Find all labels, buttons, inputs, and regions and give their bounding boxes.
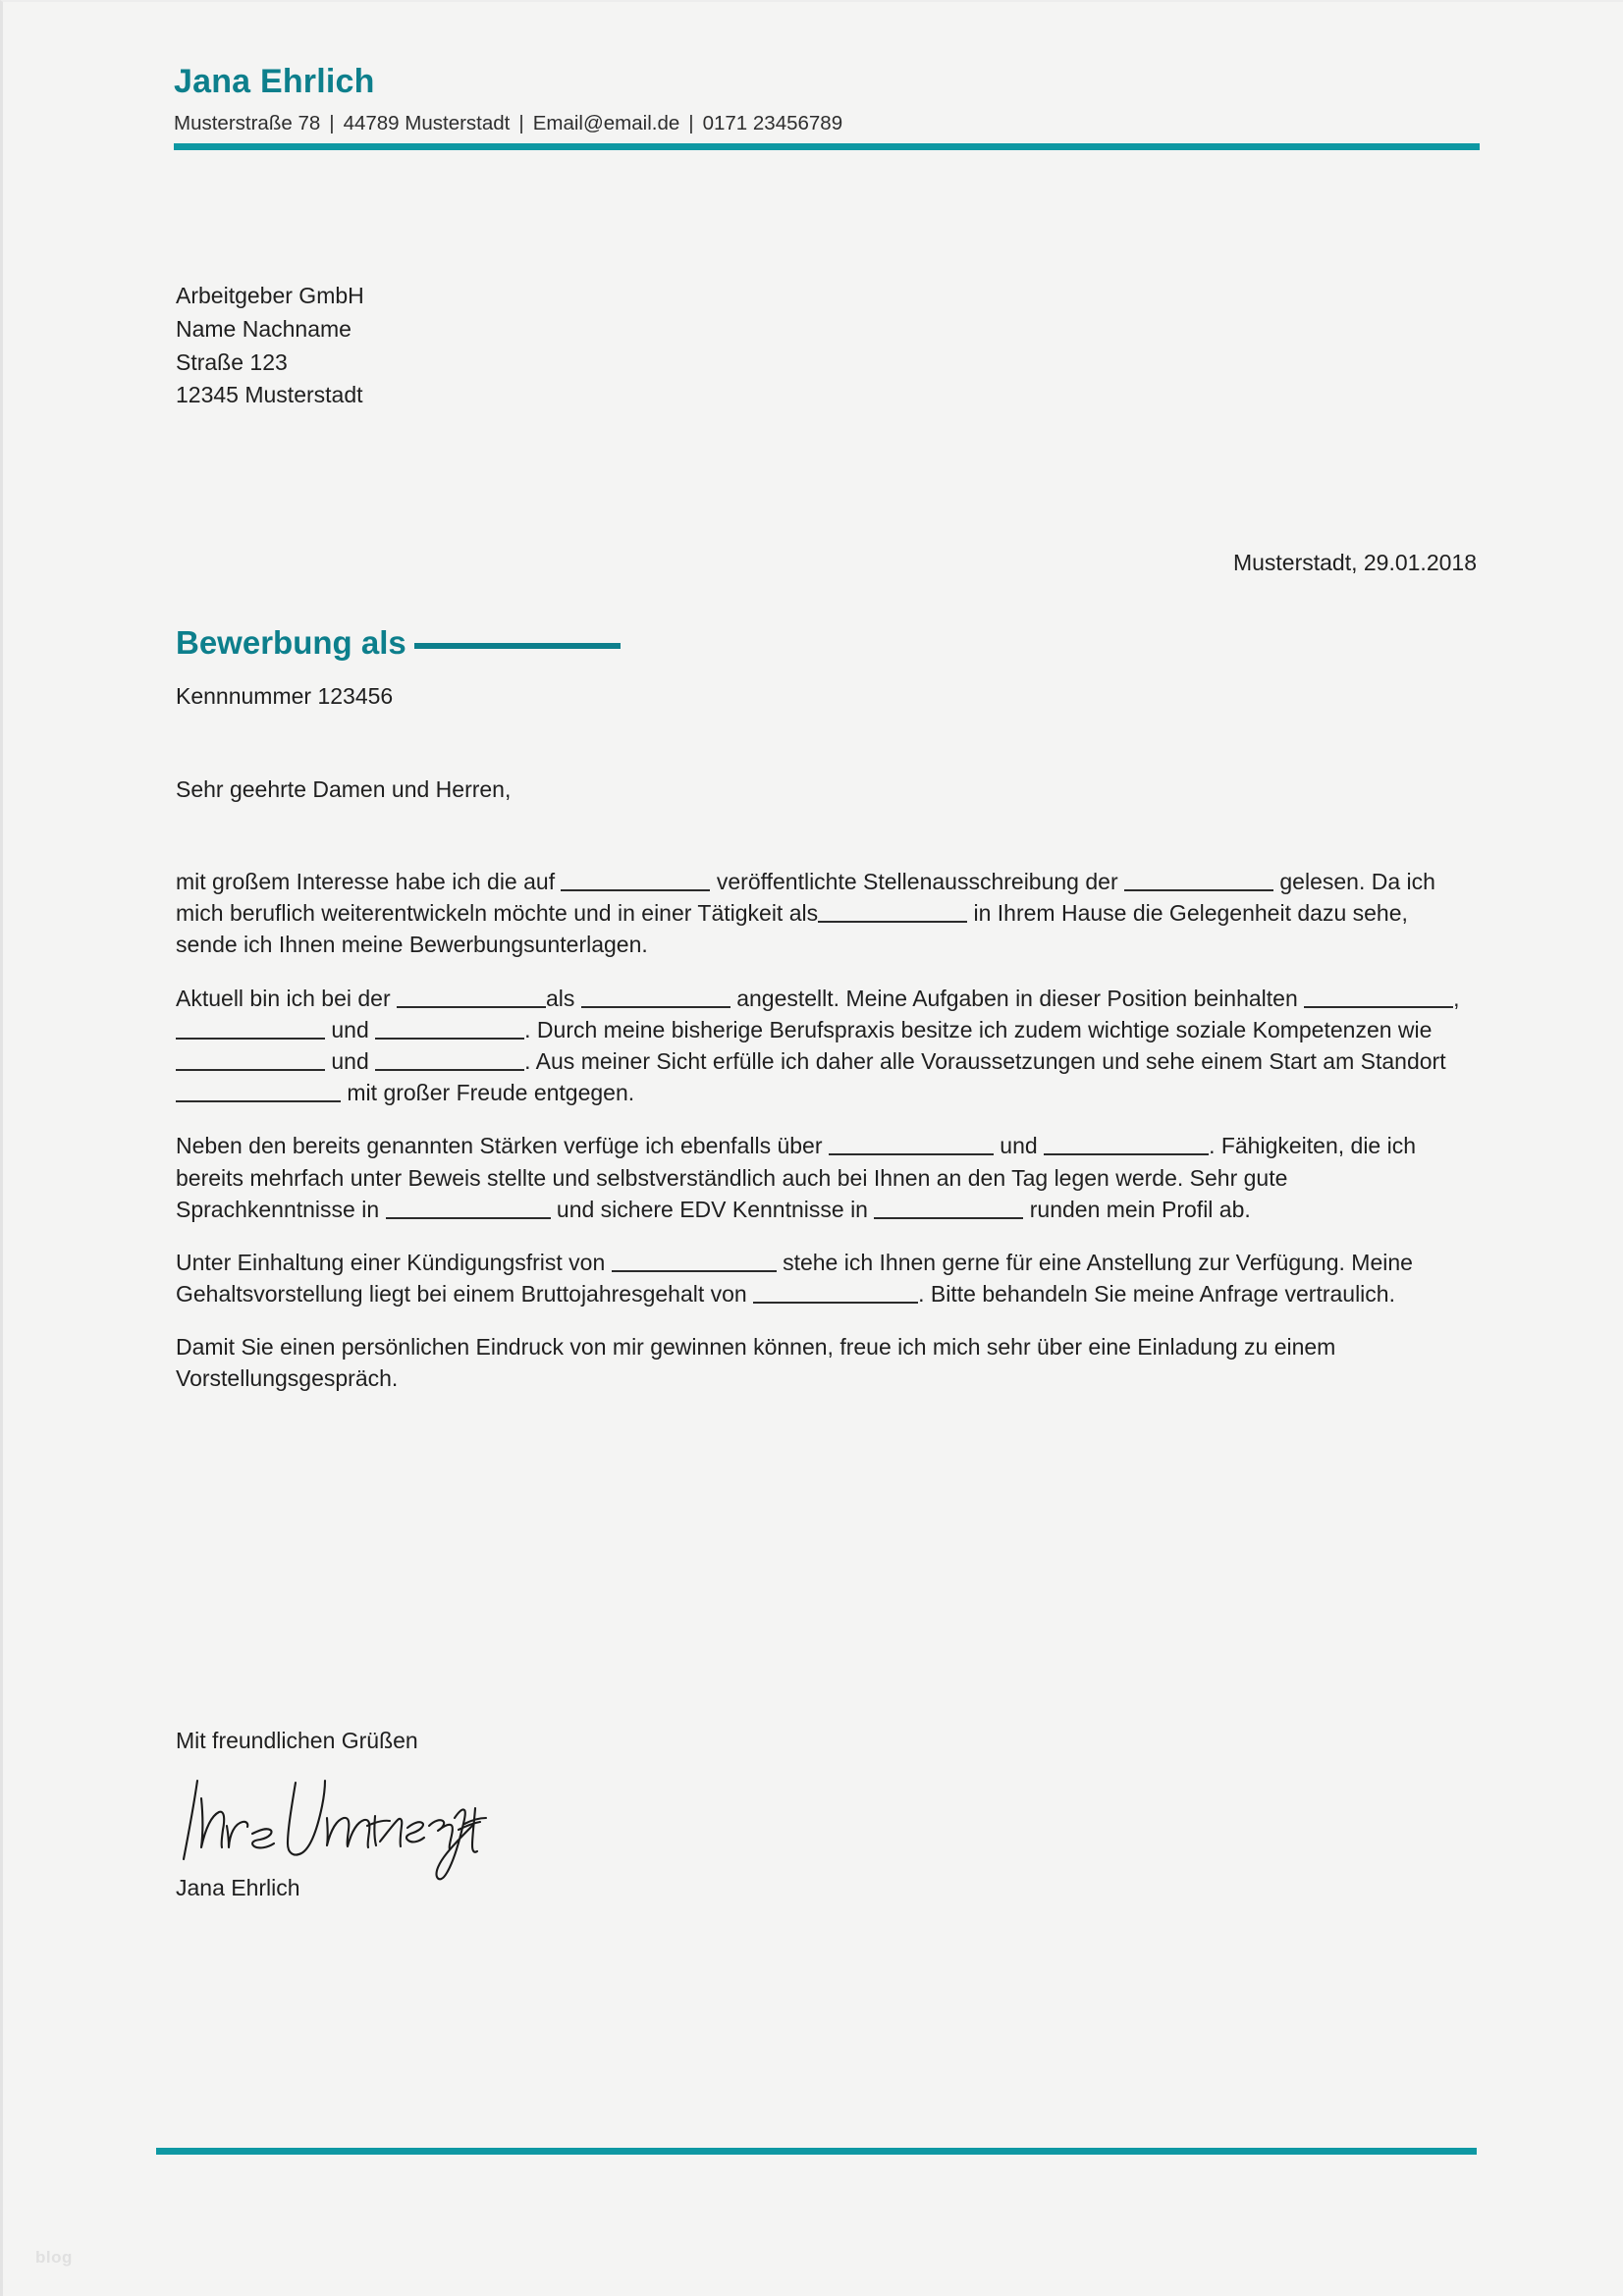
- recipient-street: Straße 123: [176, 348, 288, 375]
- letter-body: [176, 866, 1462, 1416]
- footer-accent-rule: [156, 2148, 1477, 2155]
- blank-field-current-employer: [397, 984, 546, 1008]
- blank-field-current-role: [581, 984, 730, 1008]
- p2-segment-7: und: [331, 1047, 369, 1074]
- p1-segment-4: in Ihrem Hause die Gelegenheit dazu sehe, sende ich Ihnen meine Bewerbungsunterlagen.: [176, 900, 1408, 958]
- contact-separator-2: |: [518, 112, 524, 135]
- sender-block: [174, 63, 1480, 136]
- blank-field-notice-period: [612, 1248, 777, 1272]
- p2-segment-1: Aktuell bin ich bei der: [176, 985, 391, 1011]
- sender-street: Musterstraße 78: [174, 112, 321, 135]
- sender-email: Email@email.de: [532, 112, 680, 135]
- date-line: Musterstadt, 29.01.2018: [1232, 550, 1477, 575]
- p4-segment-2: stehe ich Ihnen gerne für eine Anstellung zur Verfügung. Meine Gehaltsvorstellung liegt bei einem Bruttojahresgehalt von: [176, 1249, 1413, 1308]
- p2-segment-5: und: [331, 1016, 369, 1042]
- blank-field-company: [1124, 867, 1273, 891]
- body-paragraph-4: [176, 1247, 1462, 1309]
- blank-field-strength-1: [829, 1131, 994, 1155]
- p2-segment-9: mit großer Freude entgegen.: [347, 1080, 635, 1106]
- p4-segment-1: Unter Einhaltung einer Kündigungsfrist von: [176, 1249, 606, 1275]
- subject-heading: [176, 625, 621, 661]
- p2-segment-3: angestellt. Meine Aufgaben in dieser Position beinhalten: [736, 985, 1298, 1011]
- p1-segment-3: gelesen. Da ich mich beruflich weiterentwickeln möchte und in einer Tätigkeit als: [176, 869, 1435, 927]
- blank-field-it-skills: [874, 1195, 1023, 1219]
- body-paragraph-1: [176, 866, 1462, 961]
- subject-heading-text: Bewerbung als: [176, 624, 406, 661]
- blank-field-strength-2: [1044, 1131, 1209, 1155]
- blog-watermark: blog: [35, 2248, 73, 2267]
- sender-city: 44789 Musterstadt: [343, 112, 511, 135]
- p4-segment-3: . Bitte behandeln Sie meine Anfrage vertraulich.: [918, 1281, 1395, 1308]
- contact-separator-3: |: [688, 112, 694, 135]
- p3-segment-1: Neben den bereits genannten Stärken verfüge ich ebenfalls über: [176, 1133, 823, 1159]
- contact-separator-1: |: [329, 112, 335, 135]
- blank-field-task-2: [176, 1015, 325, 1040]
- recipient-city: 12345 Musterstadt: [176, 382, 363, 408]
- blank-field-salary: [753, 1279, 918, 1304]
- recipient-address-block: [176, 280, 364, 412]
- p2-segment-6: . Durch meine bisherige Berufspraxis besitze ich zudem wichtige soziale Kompetenzen wie: [524, 1016, 1433, 1042]
- subject-blank-line: [414, 643, 621, 649]
- handwritten-signature: [168, 1769, 502, 1887]
- sender-contact-line: [174, 112, 1480, 136]
- blank-field-soft-skill-1: [176, 1046, 325, 1071]
- p2-segment-8: . Aus meiner Sicht erfülle ich daher alle Voraussetzungen und sehe einem Start am Standort: [524, 1047, 1446, 1074]
- body-paragraph-3: [176, 1130, 1462, 1225]
- p3-segment-3: . Fähigkeiten, die ich bereits mehrfach unter Beweis stellte und selbstverständlich auch bei Ihnen an den Tag legen werde. Sehr gute Sprachkenntnisse in: [176, 1133, 1417, 1222]
- blank-field-soft-skill-2: [375, 1046, 524, 1071]
- blank-field-location: [176, 1078, 341, 1102]
- p2-segment-4: ,: [1453, 985, 1460, 1011]
- blank-field-job-portal: [561, 867, 710, 891]
- sender-phone: 0171 23456789: [702, 112, 843, 135]
- p1-segment-1: mit großem Interesse habe ich die auf: [176, 869, 556, 894]
- recipient-company: Arbeitgeber GmbH: [176, 283, 364, 308]
- blank-field-position: [818, 898, 967, 923]
- p1-segment-2: veröffentlichte Stellenausschreibung der: [716, 869, 1118, 894]
- closing-greeting: Mit freundlichen Grüßen: [176, 1728, 418, 1753]
- p3-segment-4: und sichere EDV Kenntnisse in: [556, 1196, 868, 1222]
- blank-field-task-1: [1304, 984, 1453, 1008]
- header-accent-rule: [174, 143, 1480, 150]
- reference-number: Kennnummer 123456: [176, 683, 394, 709]
- p3-segment-2: und: [1000, 1133, 1038, 1159]
- p2-segment-2: als: [546, 985, 575, 1011]
- salutation: Sehr geehrte Damen und Herren,: [176, 776, 512, 802]
- recipient-contact-name: Name Nachname: [176, 315, 352, 342]
- body-paragraph-5: [176, 1331, 1462, 1394]
- signer-name: Jana Ehrlich: [176, 1875, 300, 1900]
- p3-segment-5: runden mein Profil ab.: [1029, 1196, 1251, 1222]
- blank-field-languages: [386, 1195, 551, 1219]
- sender-name: Jana Ehrlich: [174, 63, 375, 100]
- body-paragraph-2: [176, 983, 1462, 1109]
- p5-segment-1: Damit Sie einen persönlichen Eindruck von mir gewinnen können, freue ich mich sehr über eine Einladung zu einem Vorstellungsgespräch.: [176, 1334, 1336, 1392]
- blank-field-task-3: [375, 1015, 524, 1040]
